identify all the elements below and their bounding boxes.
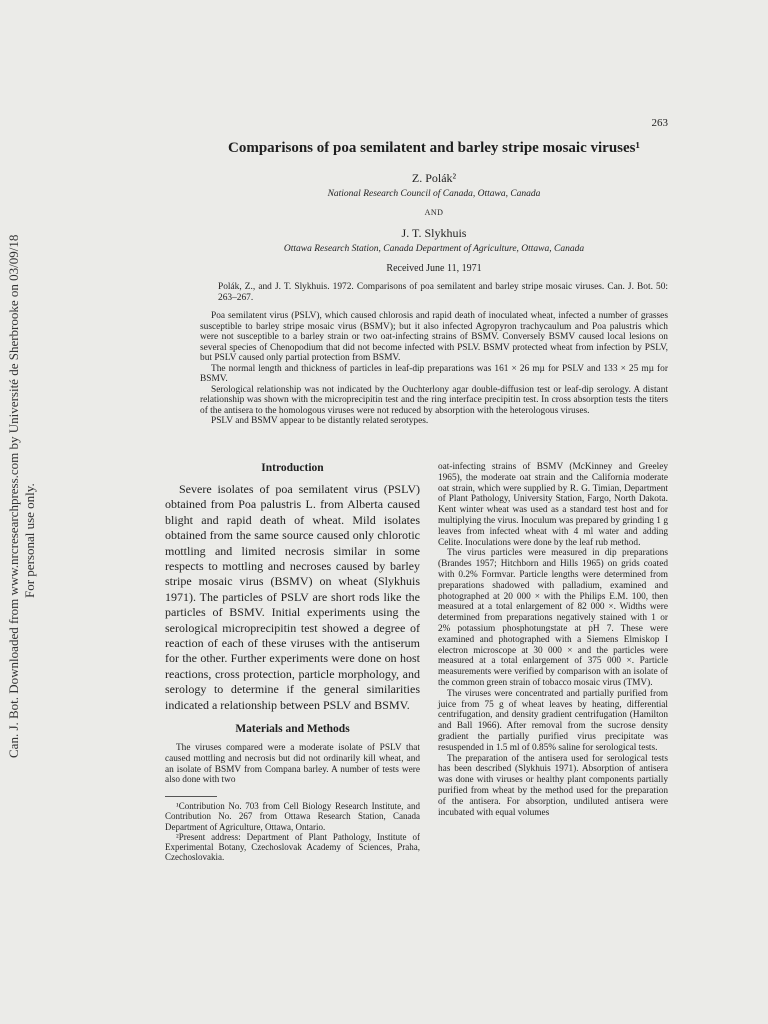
page-number: 263 (651, 117, 668, 129)
personal-use-notice: For personal use only. (22, 483, 37, 598)
introduction-text: Severe isolates of poa semilatent virus (PSLV) obtained from Poa palustris L. from Alberta caused blight and rapid death of wheat. Mild isolates obtained from the same source caused only chlorotic mottling and limited necrosis similar in some respects to mottling and necroses caused by barley stripe mosaic virus (BSMV) on wheat (Slykhuis 1971). The particles of PSLV are short rods like the particles of BSMV. Initial experiments using the serological microprecipitin test showed a degree of reaction of each of these viruses with the antiserum for the other. Further experiments were done on host reactions, cross protection, particle morphology, and serology to determine if the general similarities indicated a relationship between PSLV and BSMV. (165, 482, 420, 712)
article-header (200, 140, 668, 274)
methods-heading: Materials and Methods (235, 723, 350, 736)
abstract-paragraph: PSLV and BSMV appear to be distantly related serotypes. (211, 416, 429, 426)
methods-paragraph: The virus particles were measured in dip preparations (Brandes 1957; Hitchborn and Hills 1965) on grids coated with 0.2% Formvar. Particle lengths were determined from preparations shadowed with palladium, examined and photographed at 20 000 × with the Philips E.M. 100, then measured at a total enlargement of 82 000 ×. Widths were determined from preparations negatively stained with 1 or 2% potassium phosphotungstate at pH 7. These were examined and photographed with a Siemens Elmiskop I electron microscope at 30 000 × and the particles were measured at a total enlargement of 375 000 ×. Particle measurements were verified by comparison with an isolate of the common green strain of tobacco mosaic virus (TMV). (438, 548, 668, 688)
methods-paragraph: The preparation of the antisera used for serological tests has been described (Slykhuis 1971). Absorption of antisera was done with viruses or healthy plant components partially purified from wheat by the method used for the preparation of the antisera. For absorption, undiluted antisera were incubated with equal volumes (438, 753, 668, 818)
methods-text: The viruses compared were a moderate isolate of PSLV that caused mottling and necrosis but did not ordinarily kill wheat, and an isolate of BSMV from Compana barley. A number of tests were also done with two (165, 743, 420, 786)
and-separator: AND (424, 208, 444, 217)
received-date: Received June 11, 1971 (386, 263, 482, 274)
download-stamp (0, 0, 50, 760)
abstract-paragraph: Poa semilatent virus (PSLV), which caused chlorosis and rapid death of inoculated wheat, infected a number of grasses susceptible to barley stripe mosaic virus (BSMV); but it also infected Agropyron trachycaulum and Poa palustris which were not susceptible to a barley strain or two oat-infecting strains of BSMV. Conversely BSMV caused local lesions on several species of Chenopodium that did not become infected with PSLV. BSMV protected wheat from infection by PSLV, but PSLV caused only partial protection from BSMV. (200, 311, 668, 363)
citation: Polák, Z., and J. T. Slykhuis. 1972. Comparisons of poa semilatent and barley stripe mosaic viruses. Can. J. Bot. 50: 263–267. (218, 282, 668, 303)
download-notice: Can. J. Bot. Downloaded from www.nrcresearchpress.com by Université de Sherbrooke on 03/09/18 (6, 234, 21, 758)
abstract-paragraph: Serological relationship was not indicated by the Ouchterlony agar double-diffusion test or leaf-dip serology. A distant relationship was shown with the microprecipitin test and the ring interface precipitin test. In cross absorption tests the titers of the antisera to the homologous viruses were not reduced by absorption with the heterologous viruses. (200, 384, 668, 416)
methods-paragraph: oat-infecting strains of BSMV (McKinney and Greeley 1965), the moderate oat strain and the California moderate oat strain, which were supplied by R. G. Timian, Department of Plant Pathology, University Station, Fargo, North Dakota. Kent winter wheat was used as a standard test host and for multiplying the virus. Inoculum was prepared by grinding 1 g leaves from infected wheat with 4 ml water and adding Celite. Inoculations were done by the leaf rub method. (438, 462, 668, 548)
article-title: Comparisons of poa semilatent and barley stripe mosaic viruses¹ (228, 140, 640, 156)
author-1: Z. Polák² (411, 171, 457, 185)
footnote-rule (165, 796, 217, 797)
affiliation-1: National Research Council of Canada, Ottawa, Canada (327, 189, 541, 199)
affiliation-2: Ottawa Research Station, Canada Department of Agriculture, Ottawa, Canada (283, 244, 585, 254)
footnote-1: ¹Contribution No. 703 from Cell Biology Research Institute, and Contribution No. 267 from Ottawa Research Station, Canada Department of Agriculture, Ottawa, Ontario. (165, 801, 420, 832)
author-2: J. T. Slykhuis (401, 226, 467, 240)
left-column (165, 462, 420, 863)
methods-paragraph: The viruses were concentrated and partially purified from juice from 75 g of wheat leaves by heating, differential centrifugation, and density gradient centrifugation (Hamilton and Ball 1966). After removal from the sucrose density gradient the partially purified virus precipitate was resuspended in 1.5 ml of 0.85% saline for serological tests. (438, 688, 668, 753)
right-column (438, 462, 668, 818)
introduction-heading: Introduction (261, 462, 324, 474)
abstract-paragraph: The normal length and thickness of particles in leaf-dip preparations was 161 × 26 mµ for PSLV and 133 × 25 mµ for BSMV. (200, 363, 668, 384)
footnote-2: ²Present address: Department of Plant Pathology, Institute of Experimental Botany, Czechoslovak Academy of Sciences, Praha, Czechoslovakia. (165, 831, 420, 863)
abstract (200, 282, 668, 427)
